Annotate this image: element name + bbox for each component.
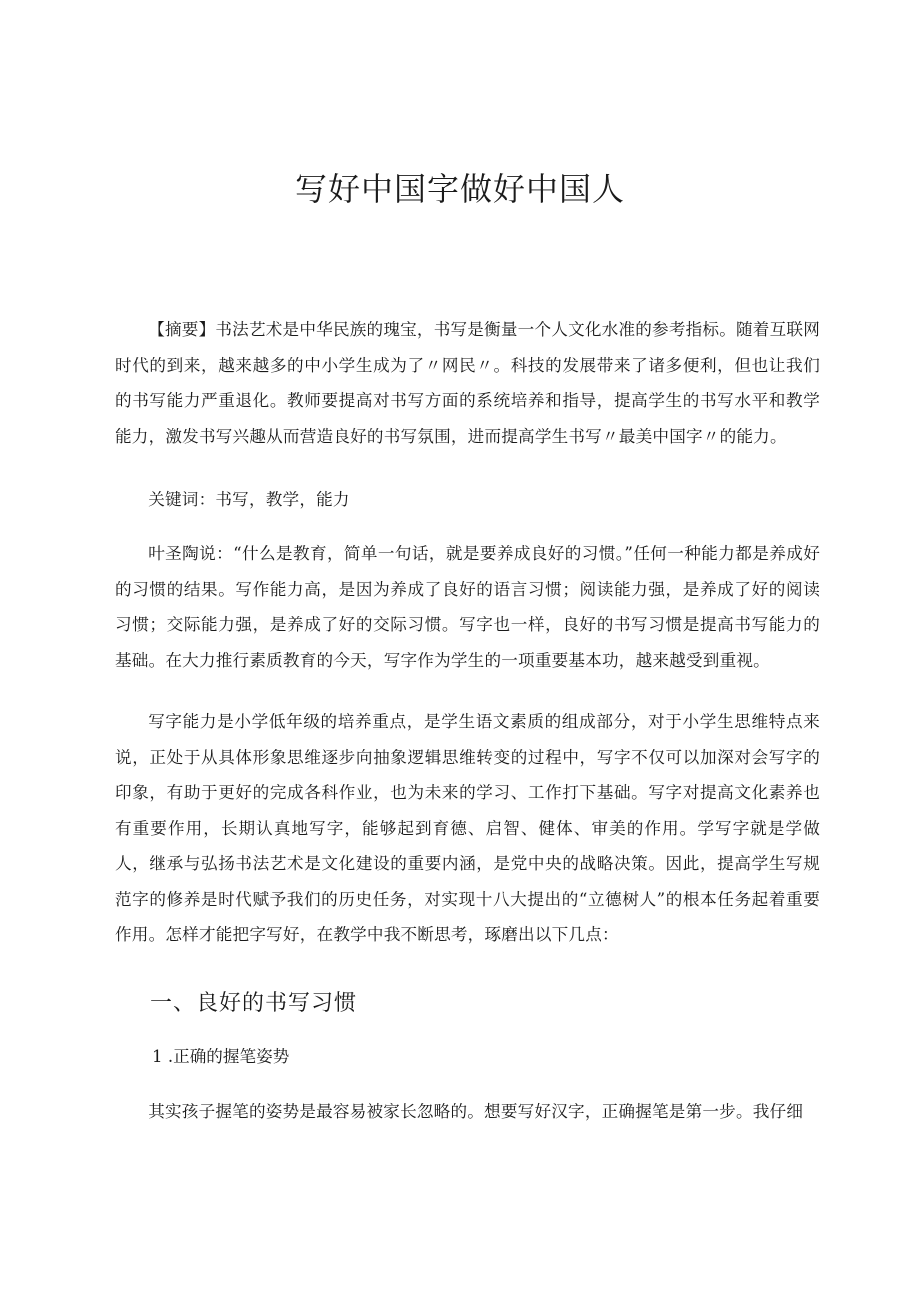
abstract-text: 书法艺术是中华民族的瑰宝，书写是衡量一个人文化水准的参考指标。随着互联网时代的到来，越来越多的中小学生成为了〃网民〃。科技的发展带来了诸多便利，但也让我们的书写能力严重退化。教师要提高对书写方面的系统培养和指导，提高学生的书写水平和教学能力，激发书写兴趣从而营造良好的书写氛围，进而提高学生书写〃最美中国字〃的能力。 [115, 320, 820, 446]
body-paragraph-3: 其实孩子握笔的姿势是最容易被家长忽略的。想要写好汉字，正确握笔是第一步。我仔细 [148, 1102, 804, 1121]
subsection-heading: 1 .正确的握笔姿势 [152, 1047, 290, 1066]
abstract-label: 【摘要】 [148, 320, 216, 339]
document-title: 写好中国字做好中国人 [294, 170, 625, 208]
section-heading: 一、良好的书写习惯 [150, 991, 358, 1016]
keywords-line: 关键词：书写，教学，能力 [148, 490, 350, 509]
body-paragraph-1: 叶圣陶说：“什么是教育，简单一句话，就是要养成良好的习惯。”任何一种能力都是养成好的习惯的结果。写作能力高，是因为养成了良好的语言习惯；阅读能力强，是养成了好的阅读习惯；交际能力强，是养成了好的交际习惯。写字也一样，良好的书写习惯是提高书写能力的基础。在大力推行素质教育的今天，写字作为学生的一项重要基本功，越来越受到重视。 [115, 544, 820, 670]
body-paragraph-2: 写字能力是小学低年级的培养重点，是学生语文素质的组成部分，对于小学生思维特点来说，正处于从具体形象思维逐步向抽象逻辑思维转变的过程中，写字不仅可以加深对会写字的印象，有助于更好的完成各科作业，也为未来的学习、工作打下基础。写字对提高文化素养也有重要作用，长期认真地写字，能够起到育德、启智、健体、审美的作用。学写字就是学做人，继承与弘扬书法艺术是文化建设的重要内涵，是党中央的战略决策。因此，提高学生写规范字的修养是时代赋予我们的历史任务，对实现十八大提出的“立德树人”的根本任务起着重要作用。怎样才能把字写好，在教学中我不断思考，琢磨出以下几点： [115, 712, 820, 944]
abstract-paragraph [115, 312, 820, 454]
